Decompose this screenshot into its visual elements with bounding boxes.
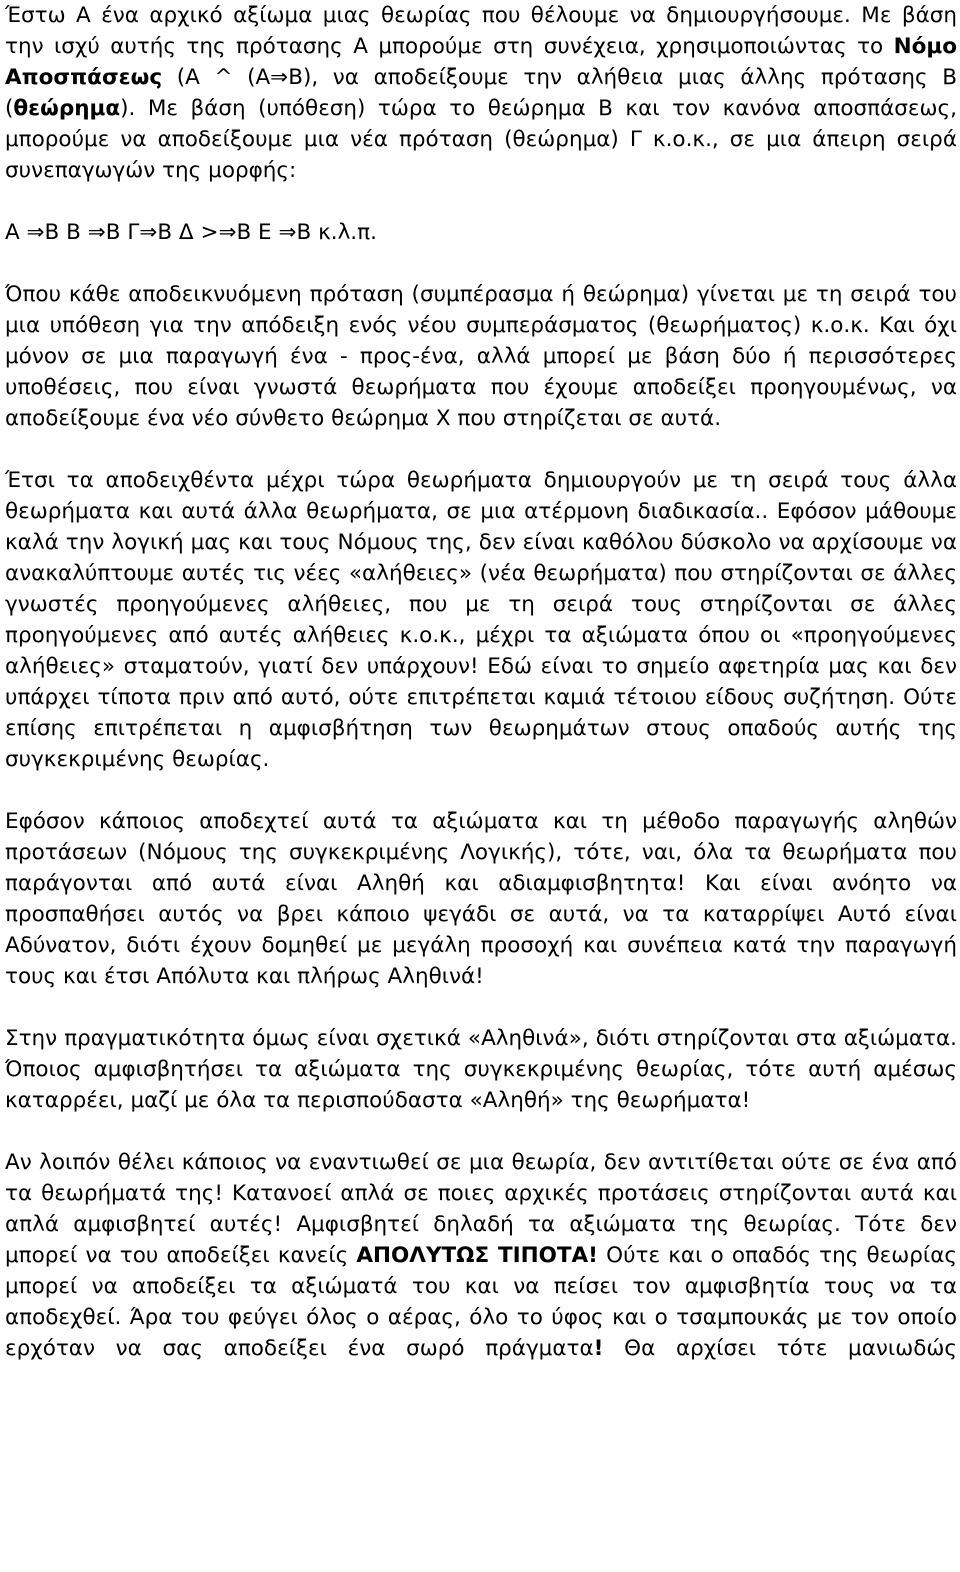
paragraph-acceptance: Εφόσον κάποιος αποδεχτεί αυτά τα αξιώματα και τη μέθοδο παραγωγής αληθών προτάσεων (Νόμους της συγκεκριμένης Λογικής), τότε, ναι, όλα τα θεωρήματα που παράγονται από αυτά είναι Αληθή και αδιαμφισβητητα! Και είναι ανόητο να προσπαθήσει αυτός να βρει κάποιο ψεγάδι σε αυτά, να τα καταρρίψει Αυτό είναι Αδύνατον, διότι έχουν δομηθεί με μεγάλη προσοχή και συνέπεια κατά την παραγωγή τους και έτσι Απόλυτα και πλήρως Αληθινά! bbox=[5, 809, 957, 989]
document-page bbox=[5, 0, 957, 1364]
bold-term-theorem: θεώρημα bbox=[13, 96, 121, 121]
paragraph-gap bbox=[5, 992, 957, 1023]
paragraph-gap bbox=[5, 1116, 957, 1147]
paragraph-gap bbox=[5, 775, 957, 806]
text-segment: Αν λοιπόν θέλει κάποιος να εναντιωθεί σε μια θεωρία, δεν αντιτίθεται ούτε σε ένα από τα θεωρήματά της! Κατανοεί απλά σε ποιες αρχικές προτάσεις στηρίζονται αυτά και απλά αμφισβητεί αυτές! Αμφισβητεί δηλαδή τα αξιώματα της θεωρίας. Τότε δεν μπορεί να του αποδείξει κανείς bbox=[5, 1150, 957, 1268]
text-segment: (A ^ (A⇒B), να αποδείξουμε την αλήθεια μιας άλλης πρότασης Β ( bbox=[5, 65, 957, 121]
paragraph-gap bbox=[5, 248, 957, 279]
bold-phrase-absolutely-nothing: ΑΠΟΛΥΤΩΣ ΤΙΠΟΤΑ! bbox=[356, 1243, 598, 1268]
paragraph-proof-chain: Όπου κάθε αποδεικνυόμενη πρόταση (συμπέρασμα ή θεώρημα) γίνεται με τη σειρά του μια υπόθεση για την απόδειξη ενός νέου συμπεράσματος (θεωρήματος) κ.ο.κ. Και όχι μόνον σε μια παραγωγή ένα - προς-ένα, αλλά μπορεί με βάση δύο ή περισσότερες υποθέσεις, που είναι γνωστά θεωρήματα που έχουμε αποδείξει προηγουμένως, να αποδείξουμε ένα νέο σύνθετο θεώρημα Χ που στηρίζεται σε αυτά. bbox=[5, 282, 957, 431]
bold-term-deduction-law: Νόμο Αποσπάσεως bbox=[5, 34, 957, 90]
paragraph-endless-process: Έτσι τα αποδειχθέντα μέχρι τώρα θεωρήματα δημιουργούν με τη σειρά τους άλλα θεωρήματα και αυτά άλλα θεωρήματα, σε μια ατέρμονη διαδικασία.. Εφόσον μάθουμε καλά την λογική μας και τους Νόμους της, δεν είναι καθόλου δύσκολο να αρχίσουμε να ανακαλύπτουμε αυτές τις νέες «αλήθειες» (νέα θεωρήματα) που στηρίζονται σε άλλες γνωστές προηγούμενες αλήθειες, που με τη σειρά τους στηρίζονται σε άλλες προηγούμενες από αυτές αλήθειες κ.ο.κ., μέχρι τα αξιώματα όπου οι «προηγούμενες αλήθειες» σταματούν, γιατί δεν υπάρχουν! Εδώ είναι το σημείο αφετηρία μας και δεν υπάρχει τίποτα πριν από αυτό, ούτε επιτρέπεται καμιά τέτοιου είδους συζήτηση. Ούτε επίσης επιτρέπεται η αμφισβήτηση των θεωρημάτων στους οπαδούς αυτής της συγκεκριμένης θεωρίας. bbox=[5, 468, 957, 772]
paragraph-relative-truth: Στην πραγματικότητα όμως είναι σχετικά «Αληθινά», διότι στηρίζονται στα αξιώματα. Όποιος αμφισβητήσει τα αξιώματα της συγκεκριμένης θεωρίας, τότε αυτή αμέσως καταρρέει, μαζί με όλα τα περισπούδαστα «Αληθή» της θεωρήματα! bbox=[5, 1026, 957, 1113]
paragraph-gap bbox=[5, 434, 957, 465]
text-segment: ). Με βάση (υπόθεση) τώρα το θεώρημα Β και τον κανόνα αποσπάσεως, μπορούμε να αποδείξουμε μια νέα πρόταση (θεώρημα) Γ κ.ο.κ., σε μια άπειρη σειρά συνεπαγωγών της μορφής: bbox=[5, 96, 957, 183]
paragraph-opposition bbox=[5, 1147, 957, 1364]
bold-exclamation: ! bbox=[593, 1336, 604, 1361]
paragraph-intro bbox=[5, 0, 957, 186]
paragraph-gap bbox=[5, 186, 957, 217]
implication-formula: A ⇒B B ⇒B Γ⇒B Δ >⇒B E ⇒B κ.λ.π. bbox=[5, 220, 377, 245]
text-segment: Θα αρχίσει τότε μανιωδώς bbox=[603, 1336, 957, 1361]
text-segment: Ούτε και ο οπαδός της θεωρίας μπορεί να αποδείξει τα αξιώματά του και να πείσει τον αμφισβητία τους να τα αποδεχθεί. Άρα του φεύγει όλος ο αέρας, όλο το ύφος και ο τσαμπουκάς με τον οποίο ερχόταν να σας αποδείξει ένα σωρό πράγματα bbox=[5, 1243, 958, 1361]
text-segment: Έστω Α ένα αρχικό αξίωμα μιας θεωρίας που θέλουμε να δημιουργήσουμε. Με βάση την ισχύ αυτής της πρότασης Α μπορούμε στη συνέχεια, χρησιμοποιώντας το bbox=[5, 3, 957, 59]
